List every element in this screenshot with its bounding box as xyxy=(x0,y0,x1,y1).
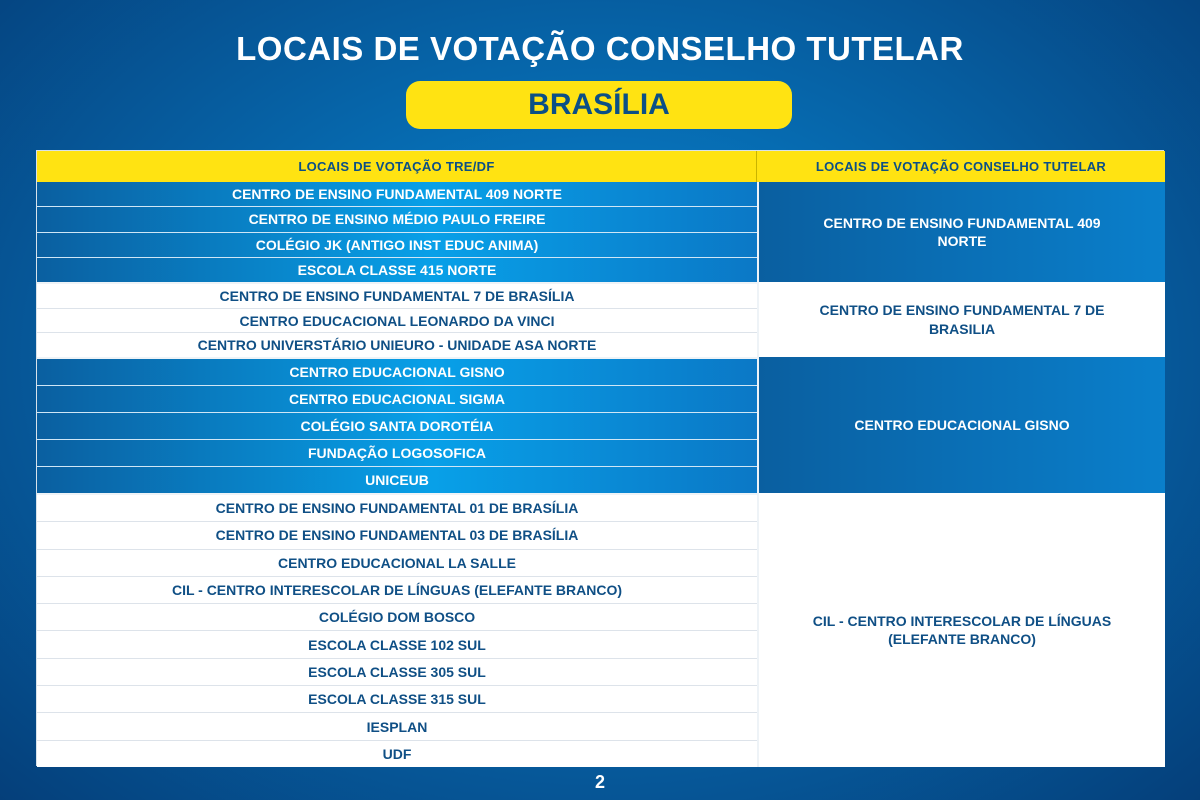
table-row: COLÉGIO SANTA DOROTÉIA xyxy=(37,412,757,439)
table-row: CENTRO EDUCACIONAL LA SALLE xyxy=(37,549,757,576)
table-row: COLÉGIO JK (ANTIGO INST EDUC ANIMA) xyxy=(37,232,757,257)
group-tre-list xyxy=(37,282,757,357)
table-row: CENTRO EDUCACIONAL SIGMA xyxy=(37,385,757,412)
table-row: ESCOLA CLASSE 315 SUL xyxy=(37,685,757,712)
table-row: CENTRO DE ENSINO MÉDIO PAULO FREIRE xyxy=(37,206,757,231)
header-conselho: LOCAIS DE VOTAÇÃO CONSELHO TUTELAR xyxy=(757,151,1165,182)
table-row: FUNDAÇÃO LOGOSOFICA xyxy=(37,439,757,466)
table-row: UNICEUB xyxy=(37,466,757,493)
table-row: CENTRO UNIVERSTÁRIO UNIEURO - UNIDADE ASA NORTE xyxy=(37,332,757,357)
conselho-location: CENTRO EDUCACIONAL GISNO xyxy=(757,357,1165,493)
header-tre: LOCAIS DE VOTAÇÃO TRE/DF xyxy=(37,151,757,182)
table-row: CENTRO EDUCACIONAL LEONARDO DA VINCI xyxy=(37,308,757,333)
conselho-location: CENTRO DE ENSINO FUNDAMENTAL 7 DE BRASILIA xyxy=(757,282,1165,357)
table-row: ESCOLA CLASSE 305 SUL xyxy=(37,658,757,685)
conselho-location: CIL - CENTRO INTERESCOLAR DE LÍNGUAS (ELEFANTE BRANCO) xyxy=(757,493,1165,767)
group-tre-list xyxy=(37,182,757,282)
table-row: CENTRO DE ENSINO FUNDAMENTAL 7 DE BRASÍLIA xyxy=(219,287,575,304)
table-row: UDF xyxy=(37,740,757,767)
voting-locations-table xyxy=(36,150,1164,766)
table-row: COLÉGIO DOM BOSCO xyxy=(37,603,757,630)
table-row: IESPLAN xyxy=(37,712,757,739)
group-tre-list xyxy=(37,357,757,493)
city-badge: BRASÍLIA xyxy=(406,81,792,129)
table-row: ESCOLA CLASSE 415 NORTE xyxy=(37,257,757,282)
group-tre-list xyxy=(37,493,757,767)
table-row: CENTRO DE ENSINO FUNDAMENTAL 01 DE BRASÍLIA xyxy=(215,500,579,517)
table-row: CENTRO DE ENSINO FUNDAMENTAL 03 DE BRASÍLIA xyxy=(37,521,757,548)
table-row: ESCOLA CLASSE 102 SUL xyxy=(37,630,757,657)
page-number: 2 xyxy=(594,772,605,792)
table-row: CENTRO EDUCACIONAL GISNO xyxy=(289,364,505,380)
table-row: CENTRO DE ENSINO FUNDAMENTAL 409 NORTE xyxy=(231,186,563,203)
table-row: CIL - CENTRO INTERESCOLAR DE LÍNGUAS (ELEFANTE BRANCO) xyxy=(37,576,757,603)
page-title: LOCAIS DE VOTAÇÃO CONSELHO TUTELAR xyxy=(236,30,964,67)
conselho-location: CENTRO DE ENSINO FUNDAMENTAL 409 NORTE xyxy=(757,182,1165,282)
